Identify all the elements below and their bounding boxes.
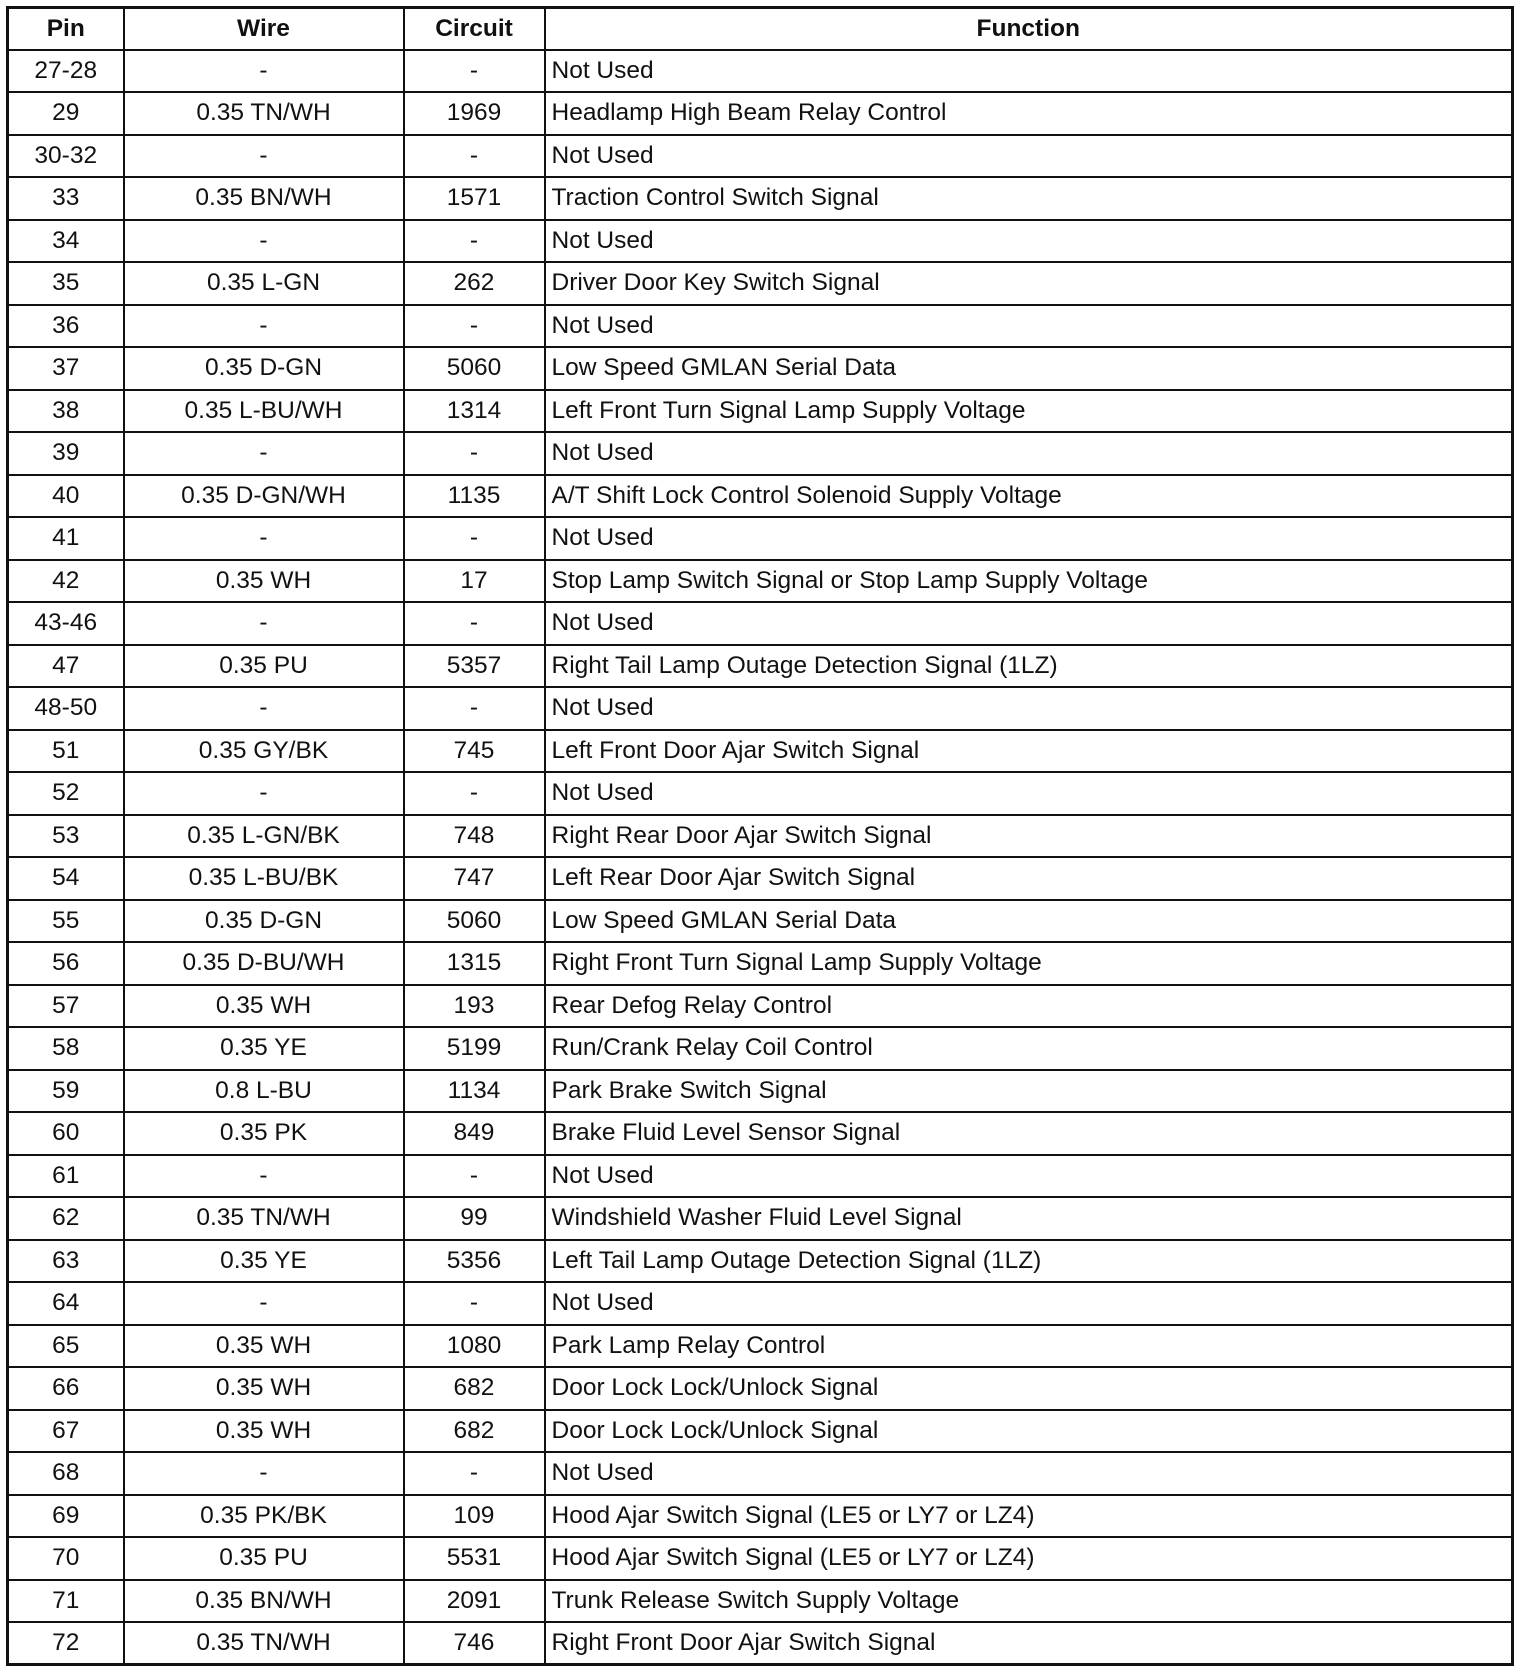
circuit-cell: - — [404, 1452, 545, 1495]
function-cell: Left Rear Door Ajar Switch Signal — [545, 857, 1513, 900]
table-header — [8, 8, 1513, 50]
pin-cell: 47 — [8, 645, 124, 688]
function-cell: Not Used — [545, 432, 1513, 475]
function-cell: Not Used — [545, 1282, 1513, 1325]
function-cell: Stop Lamp Switch Signal or Stop Lamp Supply Voltage — [545, 560, 1513, 603]
circuit-cell: 99 — [404, 1197, 545, 1240]
pin-cell: 37 — [8, 347, 124, 390]
pin-cell: 65 — [8, 1325, 124, 1368]
function-cell: Not Used — [545, 1155, 1513, 1198]
pin-cell: 68 — [8, 1452, 124, 1495]
circuit-cell: - — [404, 687, 545, 730]
table-row — [8, 305, 1513, 348]
circuit-cell: - — [404, 220, 545, 263]
function-cell: Traction Control Switch Signal — [545, 177, 1513, 220]
function-cell: Not Used — [545, 602, 1513, 645]
circuit-cell: 1135 — [404, 475, 545, 518]
circuit-cell: 1571 — [404, 177, 545, 220]
pin-cell: 51 — [8, 730, 124, 773]
connector-pinout-table — [6, 6, 1514, 1666]
table-row — [8, 602, 1513, 645]
wire-cell: 0.35 L-BU/WH — [124, 390, 404, 433]
function-cell: Run/Crank Relay Coil Control — [545, 1027, 1513, 1070]
table-row — [8, 900, 1513, 943]
table-row — [8, 857, 1513, 900]
function-cell: Left Front Turn Signal Lamp Supply Voltage — [545, 390, 1513, 433]
table-row — [8, 1240, 1513, 1283]
circuit-cell: 1134 — [404, 1070, 545, 1113]
wire-cell: 0.35 WH — [124, 1410, 404, 1453]
function-cell: Hood Ajar Switch Signal (LE5 or LY7 or LZ4) — [545, 1495, 1513, 1538]
table-row — [8, 1197, 1513, 1240]
table-row — [8, 220, 1513, 263]
table-row — [8, 1452, 1513, 1495]
circuit-cell: - — [404, 1155, 545, 1198]
wire-cell: 0.35 BN/WH — [124, 177, 404, 220]
circuit-cell: 5060 — [404, 347, 545, 390]
table-row — [8, 432, 1513, 475]
circuit-cell: 109 — [404, 1495, 545, 1538]
pin-cell: 48-50 — [8, 687, 124, 730]
pin-cell: 33 — [8, 177, 124, 220]
function-cell: Driver Door Key Switch Signal — [545, 262, 1513, 305]
function-cell: Left Front Door Ajar Switch Signal — [545, 730, 1513, 773]
table-row — [8, 687, 1513, 730]
wire-cell: 0.35 WH — [124, 1367, 404, 1410]
function-cell: Not Used — [545, 135, 1513, 178]
circuit-cell: 5356 — [404, 1240, 545, 1283]
circuit-cell: 5060 — [404, 900, 545, 943]
table-row — [8, 985, 1513, 1028]
wire-cell: - — [124, 432, 404, 475]
function-cell: Door Lock Lock/Unlock Signal — [545, 1367, 1513, 1410]
wire-cell: - — [124, 517, 404, 560]
table-row — [8, 1537, 1513, 1580]
circuit-cell: 2091 — [404, 1580, 545, 1623]
circuit-cell: 682 — [404, 1410, 545, 1453]
wire-cell: 0.35 YE — [124, 1027, 404, 1070]
wire-cell: 0.35 BN/WH — [124, 1580, 404, 1623]
table-row — [8, 815, 1513, 858]
table-row — [8, 645, 1513, 688]
function-cell: Not Used — [545, 1452, 1513, 1495]
wire-cell: - — [124, 687, 404, 730]
wire-cell: - — [124, 602, 404, 645]
table-row — [8, 92, 1513, 135]
function-cell: Not Used — [545, 50, 1513, 93]
function-cell: Right Front Turn Signal Lamp Supply Voltage — [545, 942, 1513, 985]
function-cell: Brake Fluid Level Sensor Signal — [545, 1112, 1513, 1155]
table-row — [8, 1367, 1513, 1410]
table-row — [8, 1282, 1513, 1325]
pin-cell: 63 — [8, 1240, 124, 1283]
table-row — [8, 1410, 1513, 1453]
circuit-cell: 1314 — [404, 390, 545, 433]
pin-cell: 55 — [8, 900, 124, 943]
pin-cell: 34 — [8, 220, 124, 263]
table-row — [8, 347, 1513, 390]
pin-cell: 60 — [8, 1112, 124, 1155]
pin-cell: 35 — [8, 262, 124, 305]
wire-cell: - — [124, 305, 404, 348]
function-cell: Left Tail Lamp Outage Detection Signal (1LZ) — [545, 1240, 1513, 1283]
wire-cell: 0.35 PU — [124, 1537, 404, 1580]
wire-cell: 0.35 TN/WH — [124, 1622, 404, 1665]
table-row — [8, 177, 1513, 220]
table-row — [8, 390, 1513, 433]
wire-cell: 0.35 YE — [124, 1240, 404, 1283]
table-row — [8, 1580, 1513, 1623]
table-row — [8, 50, 1513, 93]
function-cell: Trunk Release Switch Supply Voltage — [545, 1580, 1513, 1623]
table-row — [8, 1155, 1513, 1198]
pin-cell: 40 — [8, 475, 124, 518]
function-cell: A/T Shift Lock Control Solenoid Supply Voltage — [545, 475, 1513, 518]
wire-cell: - — [124, 135, 404, 178]
circuit-cell: 5199 — [404, 1027, 545, 1070]
circuit-cell: - — [404, 305, 545, 348]
table-row — [8, 1112, 1513, 1155]
table-body — [8, 50, 1513, 1665]
wire-cell: 0.35 GY/BK — [124, 730, 404, 773]
column-header-circuit: Circuit — [404, 8, 545, 50]
wire-cell: - — [124, 220, 404, 263]
table-row — [8, 1070, 1513, 1113]
pin-cell: 59 — [8, 1070, 124, 1113]
function-cell: Not Used — [545, 517, 1513, 560]
pin-cell: 29 — [8, 92, 124, 135]
wire-cell: 0.8 L-BU — [124, 1070, 404, 1113]
pin-cell: 62 — [8, 1197, 124, 1240]
column-header-function: Function — [545, 8, 1513, 50]
wire-cell: 0.35 WH — [124, 985, 404, 1028]
pin-cell: 38 — [8, 390, 124, 433]
function-cell: Not Used — [545, 772, 1513, 815]
pin-cell: 42 — [8, 560, 124, 603]
function-cell: Hood Ajar Switch Signal (LE5 or LY7 or LZ4) — [545, 1537, 1513, 1580]
pin-cell: 72 — [8, 1622, 124, 1665]
pin-cell: 58 — [8, 1027, 124, 1070]
circuit-cell: 1969 — [404, 92, 545, 135]
pin-cell: 36 — [8, 305, 124, 348]
table-row — [8, 135, 1513, 178]
circuit-cell: 747 — [404, 857, 545, 900]
pin-cell: 30-32 — [8, 135, 124, 178]
circuit-cell: - — [404, 517, 545, 560]
pin-cell: 71 — [8, 1580, 124, 1623]
circuit-cell: 849 — [404, 1112, 545, 1155]
wire-cell: 0.35 L-GN — [124, 262, 404, 305]
circuit-cell: - — [404, 135, 545, 178]
table-row — [8, 772, 1513, 815]
function-cell: Not Used — [545, 687, 1513, 730]
table-row — [8, 560, 1513, 603]
wire-cell: 0.35 PK — [124, 1112, 404, 1155]
wire-cell: 0.35 WH — [124, 1325, 404, 1368]
table-row — [8, 1325, 1513, 1368]
function-cell: Not Used — [545, 220, 1513, 263]
header-row — [8, 8, 1513, 50]
circuit-cell: - — [404, 432, 545, 475]
wire-cell: - — [124, 772, 404, 815]
wire-cell: - — [124, 1282, 404, 1325]
wire-cell: 0.35 PU — [124, 645, 404, 688]
function-cell: Right Front Door Ajar Switch Signal — [545, 1622, 1513, 1665]
circuit-cell: - — [404, 602, 545, 645]
wire-cell: 0.35 TN/WH — [124, 92, 404, 135]
pin-cell: 52 — [8, 772, 124, 815]
function-cell: Right Rear Door Ajar Switch Signal — [545, 815, 1513, 858]
function-cell: Park Brake Switch Signal — [545, 1070, 1513, 1113]
pin-cell: 67 — [8, 1410, 124, 1453]
circuit-cell: 17 — [404, 560, 545, 603]
pin-cell: 56 — [8, 942, 124, 985]
pin-cell: 61 — [8, 1155, 124, 1198]
circuit-cell: - — [404, 1282, 545, 1325]
function-cell: Park Lamp Relay Control — [545, 1325, 1513, 1368]
wire-cell: 0.35 L-BU/BK — [124, 857, 404, 900]
wire-cell: 0.35 D-BU/WH — [124, 942, 404, 985]
circuit-cell: 193 — [404, 985, 545, 1028]
pin-cell: 66 — [8, 1367, 124, 1410]
function-cell: Not Used — [545, 305, 1513, 348]
circuit-cell: 262 — [404, 262, 545, 305]
table-row — [8, 475, 1513, 518]
pin-cell: 27-28 — [8, 50, 124, 93]
circuit-cell: - — [404, 50, 545, 93]
wire-cell: 0.35 WH — [124, 560, 404, 603]
pin-cell: 39 — [8, 432, 124, 475]
wire-cell: 0.35 D-GN — [124, 900, 404, 943]
wire-cell: 0.35 D-GN — [124, 347, 404, 390]
column-header-pin: Pin — [8, 8, 124, 50]
pin-cell: 41 — [8, 517, 124, 560]
pin-cell: 70 — [8, 1537, 124, 1580]
function-cell: Windshield Washer Fluid Level Signal — [545, 1197, 1513, 1240]
function-cell: Low Speed GMLAN Serial Data — [545, 900, 1513, 943]
circuit-cell: - — [404, 772, 545, 815]
function-cell: Right Tail Lamp Outage Detection Signal (1LZ) — [545, 645, 1513, 688]
wire-cell: - — [124, 50, 404, 93]
table-row — [8, 262, 1513, 305]
function-cell: Headlamp High Beam Relay Control — [545, 92, 1513, 135]
wire-cell: 0.35 D-GN/WH — [124, 475, 404, 518]
function-cell: Rear Defog Relay Control — [545, 985, 1513, 1028]
circuit-cell: 682 — [404, 1367, 545, 1410]
table-row — [8, 1622, 1513, 1665]
table-row — [8, 942, 1513, 985]
circuit-cell: 748 — [404, 815, 545, 858]
pin-cell: 54 — [8, 857, 124, 900]
wire-cell: 0.35 L-GN/BK — [124, 815, 404, 858]
wire-cell: - — [124, 1155, 404, 1198]
pin-cell: 69 — [8, 1495, 124, 1538]
table-row — [8, 517, 1513, 560]
pin-cell: 57 — [8, 985, 124, 1028]
wire-cell: 0.35 TN/WH — [124, 1197, 404, 1240]
table-row — [8, 730, 1513, 773]
circuit-cell: 1315 — [404, 942, 545, 985]
function-cell: Door Lock Lock/Unlock Signal — [545, 1410, 1513, 1453]
pin-cell: 64 — [8, 1282, 124, 1325]
circuit-cell: 745 — [404, 730, 545, 773]
pin-cell: 43-46 — [8, 602, 124, 645]
circuit-cell: 5531 — [404, 1537, 545, 1580]
function-cell: Low Speed GMLAN Serial Data — [545, 347, 1513, 390]
wire-cell: 0.35 PK/BK — [124, 1495, 404, 1538]
circuit-cell: 746 — [404, 1622, 545, 1665]
circuit-cell: 1080 — [404, 1325, 545, 1368]
table-row — [8, 1027, 1513, 1070]
column-header-wire: Wire — [124, 8, 404, 50]
table-row — [8, 1495, 1513, 1538]
circuit-cell: 5357 — [404, 645, 545, 688]
pin-cell: 53 — [8, 815, 124, 858]
wire-cell: - — [124, 1452, 404, 1495]
